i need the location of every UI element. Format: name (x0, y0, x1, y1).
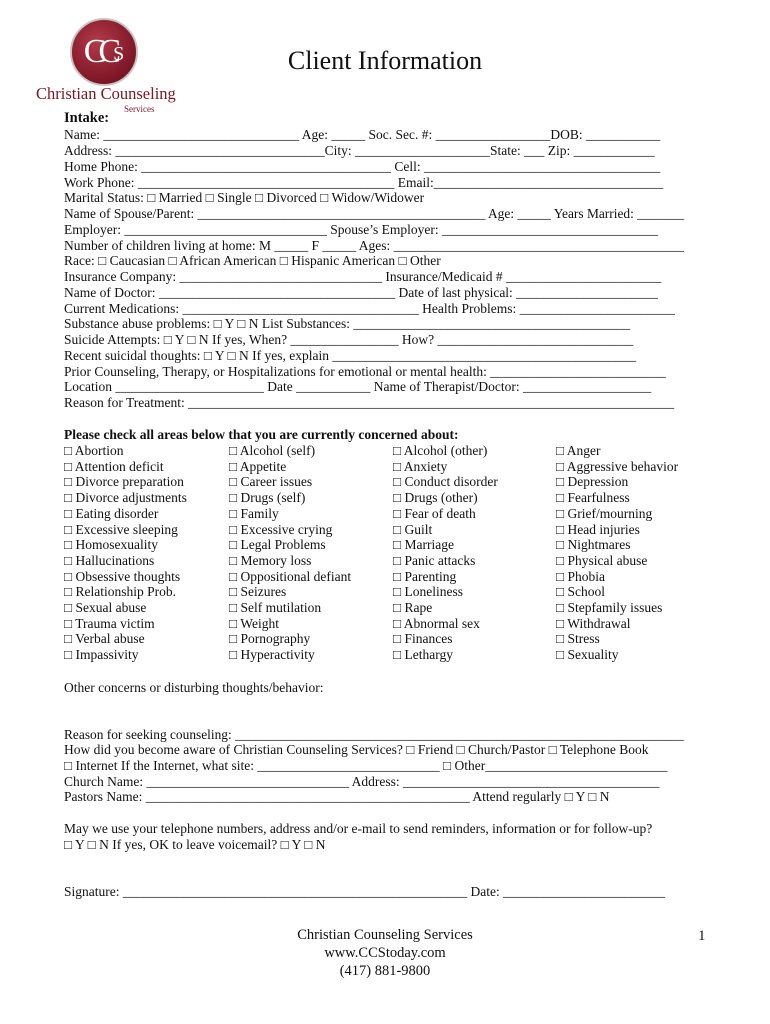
form-line-medications[interactable]: Current Medications: ___________________________________ Health Problems: _______________________ (64, 301, 675, 316)
form-line-home-phone[interactable]: Home Phone: _____________________________________ Cell: ___________________________________ (64, 159, 661, 174)
concern-checkbox[interactable]: □ Trauma victim (64, 615, 155, 631)
concern-checkbox[interactable]: □ Stress (556, 631, 600, 647)
concern-checkbox[interactable]: □ Drugs (self) (229, 490, 306, 506)
concern-checkbox[interactable]: □ Attention deficit (64, 458, 164, 474)
concerns-column-3 (393, 443, 498, 663)
concern-checkbox[interactable]: □ Memory loss (229, 552, 312, 568)
concern-checkbox[interactable]: □ Relationship Prob. (64, 584, 177, 600)
concern-checkbox[interactable]: □ Hyperactivity (229, 647, 315, 663)
concern-checkbox[interactable]: □ Self mutilation (229, 600, 322, 616)
form-line-reason-seeking[interactable]: Reason for seeking counseling: ___________________________________________________________________ (64, 727, 684, 742)
intake-heading: Intake: (64, 110, 110, 126)
form-line-insurance[interactable]: Insurance Company: ______________________________ Insurance/Medicaid # _______________________ (64, 269, 662, 284)
concern-checkbox[interactable]: □ Alcohol (self) (229, 443, 316, 458)
concern-checkbox[interactable]: □ Fear of death (393, 505, 476, 521)
form-line-spouse[interactable]: Name of Spouse/Parent: ___________________________________________ Age: _____ Years Married: _______ (64, 206, 685, 221)
form-line-work-phone[interactable]: Work Phone: ______________________________________ Email:__________________________________ (64, 175, 664, 190)
concern-checkbox[interactable]: □ Physical abuse (556, 552, 648, 568)
footer-org: Christian Counseling Services (297, 927, 473, 943)
form-line-employer[interactable]: Employer: ______________________________ Spouse’s Employer: ________________________________ (64, 222, 658, 237)
concern-checkbox[interactable]: □ Parenting (393, 568, 457, 584)
concern-checkbox[interactable]: □ Hallucinations (64, 552, 155, 568)
concern-checkbox[interactable]: □ Family (229, 505, 279, 521)
concerns-column-1 (64, 443, 187, 663)
form-line-referral-source[interactable]: How did you become aware of Christian Counseling Services? □ Friend □ Church/Pastor □ Telephone Book (64, 742, 649, 757)
form-line-reason-treatment[interactable]: Reason for Treatment: ________________________________________________________________________ (64, 395, 675, 410)
concern-checkbox[interactable]: □ Divorce adjustments (64, 490, 187, 506)
concern-checkbox[interactable]: □ Guilt (393, 521, 433, 537)
concern-checkbox[interactable]: □ Aggressive behavior (556, 458, 679, 474)
form-line-marital-status[interactable]: Marital Status: □ Married □ Single □ Divorced □ Widow/Widower (64, 190, 425, 205)
form-line-church-name[interactable]: Church Name: ______________________________ Address: ______________________________________ (64, 774, 660, 789)
concern-checkbox[interactable]: □ Conduct disorder (393, 474, 498, 490)
page-number: 1 (698, 928, 706, 944)
form-line-substance-abuse[interactable]: Substance abuse problems: □ Y □ N List Substances: _________________________________________ (64, 316, 631, 331)
concern-checkbox[interactable]: □ Loneliness (393, 584, 464, 600)
concern-checkbox[interactable]: □ Career issues (229, 474, 313, 490)
other-concerns-field[interactable]: Other concerns or disturbing thoughts/behavior: (64, 680, 324, 695)
concern-checkbox[interactable]: □ Phobia (556, 568, 606, 584)
footer-website: www.CCStoday.com (324, 945, 446, 961)
concern-checkbox[interactable]: □ Grief/mourning (556, 505, 653, 521)
footer (0, 926, 770, 980)
logo-monogram-s: S (113, 43, 125, 66)
concern-checkbox[interactable]: □ School (556, 584, 606, 600)
concern-checkbox[interactable]: □ Sexual abuse (64, 600, 147, 616)
concern-checkbox[interactable]: □ Stepfamily issues (556, 600, 663, 616)
form-line-name[interactable]: Name: _____________________________ Age: _____ Soc. Sec. #: _________________DOB: ___________ (64, 127, 661, 142)
concern-checkbox[interactable]: □ Finances (393, 631, 453, 647)
concern-checkbox[interactable]: □ Anxiety (393, 458, 448, 474)
concern-checkbox[interactable]: □ Oppositional defiant (229, 568, 352, 584)
form-line-suicidal-thoughts[interactable]: Recent suicidal thoughts: □ Y □ N If yes, explain _____________________________________________ (64, 348, 637, 363)
form-line-race[interactable]: Race: □ Caucasian □ African American □ Hispanic American □ Other (64, 253, 441, 268)
form-line-address[interactable]: Address: _______________________________City: ____________________State: ___ Zip: ____________ (64, 143, 655, 158)
concern-checkbox[interactable]: □ Homosexuality (64, 537, 159, 553)
concern-checkbox[interactable]: □ Marriage (393, 537, 455, 553)
concern-checkbox[interactable]: □ Alcohol (other) (393, 443, 488, 458)
form-line-doctor[interactable]: Name of Doctor: ___________________________________ Date of last physical: _____________________ (64, 285, 658, 300)
concern-checkbox[interactable]: □ Impassivity (64, 647, 139, 663)
concern-checkbox[interactable]: □ Head injuries (556, 521, 640, 537)
concerns-heading: Please check all areas below that you are currently concerned about: (64, 427, 459, 442)
concern-checkbox[interactable]: □ Fearfulness (556, 490, 630, 506)
form-line-pastor-name[interactable]: Pastors Name: ________________________________________________ Attend regularly □ Y □ N (64, 789, 610, 804)
concern-checkbox[interactable]: □ Abortion (64, 443, 124, 458)
form-line-children[interactable]: Number of children living at home: M _____ F _____ Ages: ___________________________________________ (64, 238, 684, 253)
concern-checkbox[interactable]: □ Nightmares (556, 537, 631, 553)
concern-checkbox[interactable]: □ Appetite (229, 458, 287, 474)
concern-checkbox[interactable]: □ Pornography (229, 631, 311, 647)
concern-checkbox[interactable]: □ Verbal abuse (64, 631, 145, 647)
form-line-suicide-attempts[interactable]: Suicide Attempts: □ Y □ N If yes, When? ________________ How? _____________________________ (64, 332, 634, 347)
concern-checkbox[interactable]: □ Sexuality (556, 647, 619, 663)
concern-checkbox[interactable]: □ Excessive crying (229, 521, 333, 537)
logo-name: Christian Counseling (36, 84, 176, 103)
concern-checkbox[interactable]: □ Panic attacks (393, 552, 476, 568)
concern-checkbox[interactable]: □ Drugs (other) (393, 490, 478, 506)
concern-checkbox[interactable]: □ Eating disorder (64, 505, 159, 521)
permission-question: May we use your telephone numbers, address and/or e-mail to send reminders, information or for follow-up? (64, 821, 653, 836)
concern-checkbox[interactable]: □ Withdrawal (556, 615, 631, 631)
logo-monogram: CC (83, 33, 114, 70)
form-line-internet-site[interactable]: □ Internet If the Internet, what site: ___________________________ □ Other___________________________ (64, 758, 668, 773)
concern-checkbox[interactable]: □ Seizures (229, 584, 287, 600)
concern-checkbox[interactable]: □ Excessive sleeping (64, 521, 178, 537)
concern-checkbox[interactable]: □ Depression (556, 474, 629, 490)
permission-options[interactable]: □ Y □ N If yes, OK to leave voicemail? □ Y □ N (64, 837, 326, 852)
concerns-column-4 (556, 443, 678, 663)
concern-checkbox[interactable]: □ Weight (229, 615, 279, 631)
concern-checkbox[interactable]: □ Abnormal sex (393, 615, 480, 631)
logo-subtitle: Services (124, 104, 155, 114)
concern-checkbox[interactable]: □ Obsessive thoughts (64, 568, 181, 584)
concern-checkbox[interactable]: □ Rape (393, 600, 433, 616)
form-line-location[interactable]: Location ______________________ Date ___________ Name of Therapist/Doctor: ___________________ (64, 379, 652, 394)
footer-phone: (417) 881-9800 (339, 963, 431, 979)
form-line-prior-counseling[interactable]: Prior Counseling, Therapy, or Hospitalizations for emotional or mental health: __________________________ (64, 364, 666, 379)
concern-checkbox[interactable]: □ Divorce preparation (64, 474, 184, 490)
signature-line[interactable]: Signature: ___________________________________________________ Date: ________________________ (64, 884, 666, 899)
concern-checkbox[interactable]: □ Lethargy (393, 647, 454, 663)
page-title: Client Information (287, 46, 483, 75)
concern-checkbox[interactable]: □ Anger (556, 443, 601, 458)
concern-checkbox[interactable]: □ Legal Problems (229, 537, 326, 553)
concerns-column-2 (229, 443, 351, 663)
